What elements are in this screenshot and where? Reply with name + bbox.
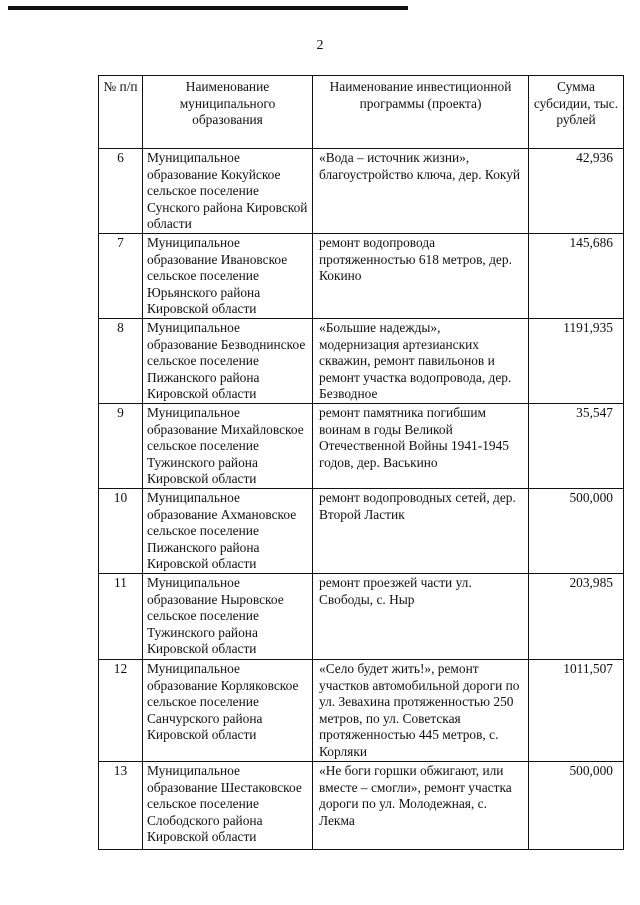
table-row	[99, 762, 624, 850]
table-row	[99, 404, 624, 489]
amount-cell: 145,686	[529, 234, 624, 319]
program-cell: ремонт водопровода протяженностью 618 метров, дер. Кокино	[313, 234, 529, 319]
program-cell: «Не боги горшки обжигают, или вместе – смогли», ремонт участка дороги по ул. Молодежная, с. Лекма	[313, 762, 529, 850]
table-row	[99, 489, 624, 574]
municipality-cell: Муниципальное образование Ахмановское сельское поселение Пижанского района Кировской области	[143, 489, 313, 574]
program-cell: ремонт водопроводных сетей, дер. Второй Ластик	[313, 489, 529, 574]
row-number: 12	[99, 660, 143, 762]
municipality-cell: Муниципальное образование Шестаковское сельское поселение Слободского района Кировской области	[143, 762, 313, 850]
row-number: 9	[99, 404, 143, 489]
subsidy-table	[98, 75, 624, 850]
amount-cell: 42,936	[529, 149, 624, 234]
municipality-cell: Муниципальное образование Корляковское сельское поселение Санчурского района Кировской области	[143, 660, 313, 762]
amount-cell: 500,000	[529, 762, 624, 850]
row-number: 6	[99, 149, 143, 234]
program-cell: ремонт памятника погибшим воинам в годы Великой Отечественной Войны 1941-1945 годов, дер. Васькино	[313, 404, 529, 489]
page-number: 2	[316, 38, 324, 53]
table-row	[99, 660, 624, 762]
municipality-cell: Муниципальное образование Ивановское сельское поселение Юрьянского района Кировской области	[143, 234, 313, 319]
row-number: 8	[99, 319, 143, 404]
program-cell: «Большие надежды», модернизация артезианских скважин, ремонт павильонов и ремонт участка водопровода, дер. Безводное	[313, 319, 529, 404]
municipality-cell: Муниципальное образование Безводнинское сельское поселение Пижанского района Кировской области	[143, 319, 313, 404]
top-rule	[8, 6, 408, 10]
row-number: 13	[99, 762, 143, 850]
program-cell: «Село будет жить!», ремонт участков автомобильной дороги по ул. Зевахина протяженностью 250 метров, по ул. Советская протяженностью 445 метров, с. Корляки	[313, 660, 529, 762]
table-row	[99, 149, 624, 234]
program-cell: «Вода – источник жизни», благоустройство ключа, дер. Кокуй	[313, 149, 529, 234]
row-number: 11	[99, 574, 143, 660]
program-cell: ремонт проезжей части ул. Свободы, с. Ныр	[313, 574, 529, 660]
header-amount: Сумма субсидии, тыс. рублей	[529, 76, 624, 149]
header-program: Наименование инвестиционной программы (проекта)	[313, 76, 529, 149]
amount-cell: 203,985	[529, 574, 624, 660]
municipality-cell: Муниципальное образование Кокуйское сельское поселение Сунского района Кировской области	[143, 149, 313, 234]
table-header-row	[99, 76, 624, 149]
row-number: 10	[99, 489, 143, 574]
row-number: 7	[99, 234, 143, 319]
amount-cell: 1011,507	[529, 660, 624, 762]
amount-cell: 500,000	[529, 489, 624, 574]
header-no: № п/п	[99, 76, 143, 149]
table-row	[99, 574, 624, 660]
municipality-cell: Муниципальное образование Михайловское сельское поселение Тужинского района Кировской области	[143, 404, 313, 489]
amount-cell: 1191,935	[529, 319, 624, 404]
municipality-cell: Муниципальное образование Ныровское сельское поселение Тужинского района Кировской области	[143, 574, 313, 660]
table-row	[99, 319, 624, 404]
header-municipality: Наименование муниципального образования	[143, 76, 313, 149]
amount-cell: 35,547	[529, 404, 624, 489]
table-row	[99, 234, 624, 319]
